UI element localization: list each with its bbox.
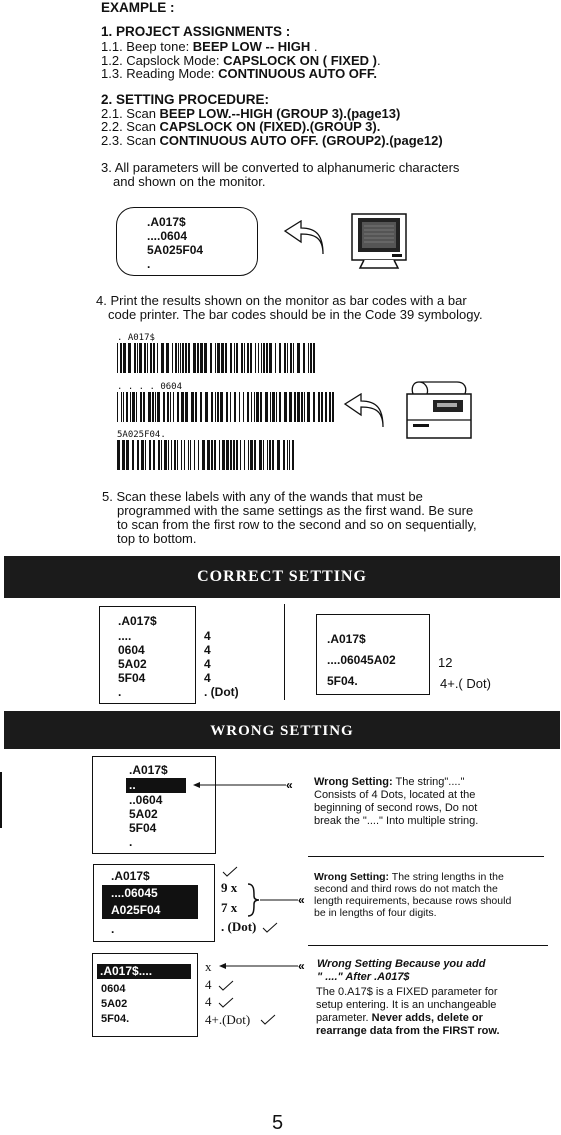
- code-line-highlighted: .A017$....: [97, 964, 191, 979]
- correct-setting-banner: CORRECT SETTING: [4, 556, 560, 598]
- check-mark-icon: [222, 866, 238, 878]
- barcode-bar: [241, 343, 243, 373]
- barcode-bar: [287, 440, 288, 470]
- code-line: .: [129, 835, 133, 849]
- svg-text:«: «: [298, 961, 305, 971]
- barcode-bar: [123, 392, 124, 422]
- barcode-bar: [143, 392, 145, 422]
- barcode-bar: [171, 440, 172, 470]
- barcode-bar: [217, 343, 220, 373]
- barcode-bar: [177, 440, 178, 470]
- barcode-bar: [225, 343, 227, 373]
- barcode-bar: [145, 440, 146, 470]
- dot-label: 4+.(Dot): [205, 1012, 251, 1027]
- barcode-bar: [230, 440, 232, 470]
- barcode-bar: [182, 343, 184, 373]
- barcode-bar: [250, 343, 252, 373]
- barcode-bar: [157, 392, 160, 422]
- barcode-bar: [236, 343, 238, 373]
- barcode-bar: [243, 392, 244, 422]
- code-line-highlighted: ....06045: [111, 886, 158, 900]
- barcode-bar: [204, 343, 207, 373]
- correct-right-box: [316, 614, 430, 695]
- check-mark-icon: [260, 1014, 276, 1026]
- barcode-bar: [310, 343, 312, 373]
- barcode-bar: [200, 392, 202, 422]
- margin-mark: [0, 772, 2, 828]
- code-line: 5F04.: [327, 674, 358, 688]
- barcode-bar: [211, 440, 213, 470]
- barcode-bar: [240, 440, 241, 470]
- barcode-bar: [313, 392, 315, 422]
- dot-label: 4+.( Dot): [440, 676, 491, 691]
- section1-item: 1.1. Beep tone: BEEP LOW -- HIGH .: [101, 39, 318, 54]
- barcode-bar: [258, 343, 259, 373]
- wrong-case1-explanation: Wrong Setting: The string"...." Consists of 4 Dots, located at the beginning of second rows, Do not break the "...." Into multiple string.: [314, 776, 479, 827]
- barcode-bar: [150, 343, 152, 373]
- code-line: .: [111, 922, 115, 936]
- barcode-bar: [132, 392, 135, 422]
- barcode-bar: [178, 343, 179, 373]
- monitor-line: .A017$: [147, 215, 186, 229]
- barcode-bar: [134, 343, 136, 373]
- monitor-line: .: [147, 257, 151, 271]
- barcode-bar: [128, 343, 131, 373]
- barcode-bar: [194, 440, 195, 470]
- wrong-case3-explanation: The 0.A17$ is a FIXED parameter for setup entering. It is an unchangeable parameter. Never adds, delete or rearrange data from the FIRST row.: [316, 986, 500, 1037]
- barcode-bar: [265, 392, 268, 422]
- barcode-bar: [170, 392, 171, 422]
- barcode-bar: [190, 440, 191, 470]
- barcode-bar: [195, 392, 197, 422]
- barcode-bar: [303, 343, 305, 373]
- barcode-bar: [255, 343, 256, 373]
- barcode-bar: [121, 392, 122, 422]
- barcode-bar: [175, 343, 177, 373]
- barcode-bar: [289, 440, 290, 470]
- curved-arrow-icon: [343, 393, 385, 429]
- code-line: ....: [118, 629, 132, 643]
- code-line: .A017$: [327, 632, 366, 646]
- barcode-bar: [210, 343, 212, 373]
- code-line: .A017$: [111, 869, 150, 883]
- code-line: 5A02: [129, 807, 158, 821]
- barcode-bar: [318, 392, 320, 422]
- code-line: 5A02: [118, 657, 147, 671]
- code-line: .A017$: [118, 614, 157, 628]
- barcode-bar: [215, 392, 216, 422]
- barcode-bar: [283, 440, 285, 470]
- barcode-bar: [188, 343, 190, 373]
- barcode-bar: [147, 343, 148, 373]
- monitor-icon: [350, 212, 408, 272]
- length-count: 4: [204, 657, 211, 671]
- svg-text:«: «: [286, 780, 293, 790]
- step5-text: top to bottom.: [117, 531, 197, 546]
- barcode-3: [117, 440, 295, 470]
- barcode-bar: [132, 440, 134, 470]
- check-mark-icon: [262, 922, 278, 934]
- check-mark-icon: [218, 980, 234, 992]
- barcode-bar: [270, 392, 271, 422]
- barcode-2: [117, 392, 337, 422]
- step4-text: 4. Print the results shown on the monitor as bar codes with a bar: [96, 293, 467, 308]
- barcode-bar: [155, 392, 156, 422]
- barcode-label: 5A025F04.: [117, 430, 166, 440]
- monitor-line: 5A025F04: [147, 243, 204, 257]
- barcode-bar: [244, 440, 245, 470]
- barcode-bar: [259, 440, 262, 470]
- barcode-bar: [184, 440, 185, 470]
- code-line: ....06045A02: [327, 653, 396, 667]
- code-line: ..0604: [129, 793, 163, 807]
- wrong-case3-heading: Wrong Setting Because you add " ...." After .A017$: [317, 958, 486, 983]
- section2-heading: 2. SETTING PROCEDURE:: [101, 92, 270, 107]
- code-line: 5A02: [101, 998, 128, 1010]
- wrong-case2-box: [93, 864, 215, 942]
- barcode-bar: [292, 440, 294, 470]
- barcode-bar: [239, 392, 240, 422]
- barcode-bar: [290, 343, 292, 373]
- length-count: 4: [204, 671, 211, 685]
- barcode-bar: [163, 392, 165, 422]
- wrong-case3-box: [92, 953, 198, 1037]
- barcode-bar: [297, 343, 300, 373]
- barcode-bar: [321, 392, 323, 422]
- barcode-bar: [269, 440, 271, 470]
- barcode-bar: [181, 440, 182, 470]
- svg-text:«: «: [298, 893, 305, 907]
- section1-item: 1.2. Capslock Mode: CAPSLOCK ON ( FIXED ).: [101, 53, 381, 68]
- length-count: 12: [438, 655, 453, 670]
- barcode-bar: [144, 343, 146, 373]
- barcode-bar: [247, 343, 249, 373]
- barcode-bar: [198, 440, 199, 470]
- barcode-bar: [137, 440, 139, 470]
- barcode-bar: [188, 440, 189, 470]
- step4-text: code printer. The bar codes should be in the Code 39 symbology.: [108, 307, 483, 322]
- barcode-bar: [221, 343, 224, 373]
- barcode-bar: [117, 392, 118, 422]
- barcode-bar: [140, 392, 142, 422]
- barcode-bar: [276, 392, 277, 422]
- barcode-bar: [172, 343, 173, 373]
- barcode-bar: [234, 392, 236, 422]
- section2-item: 2.2. Scan CAPSLOCK ON (FIXED).(GROUP 3).: [101, 119, 381, 134]
- barcode-bar: [220, 392, 223, 422]
- code-line: 5F04: [129, 821, 157, 835]
- barcode-bar: [141, 440, 144, 470]
- step3-text: and shown on the monitor.: [113, 174, 266, 189]
- barcode-bar: [185, 392, 188, 422]
- barcode-bar: [214, 440, 216, 470]
- code-line: 0604: [118, 643, 145, 657]
- barcode-bar: [193, 343, 196, 373]
- barcode-bar: [130, 392, 131, 422]
- wrong-setting-banner: WRONG SETTING: [4, 711, 560, 749]
- barcode-bar: [261, 343, 262, 373]
- code-line-highlighted: A025F04: [111, 903, 161, 917]
- divider: [308, 856, 544, 857]
- wrong-case2-explanation: Wrong Setting: The string lengths in the second and third rows do not match the length requirements, because rows should be in lengths of four digits.: [314, 871, 512, 919]
- code-line: 0604: [101, 983, 126, 995]
- barcode-bar: [126, 440, 129, 470]
- length-count: 4: [204, 629, 211, 643]
- divider: [308, 945, 548, 946]
- barcode-bar: [313, 343, 315, 373]
- barcode-1: [117, 343, 317, 373]
- barcode-bar: [158, 440, 160, 470]
- barcode-bar: [289, 392, 292, 422]
- barcode-bar: [168, 440, 169, 470]
- barcode-bar: [251, 392, 252, 422]
- barcode-bar: [297, 392, 300, 422]
- barcode-bar: [247, 392, 249, 422]
- length-count: 4: [204, 643, 211, 657]
- barcode-bar: [222, 440, 225, 470]
- barcode-bar: [325, 392, 327, 422]
- step5-text: 5. Scan these labels with any of the wands that must be: [102, 489, 423, 504]
- barcode-bar: [181, 392, 184, 422]
- barcode-bar: [153, 343, 155, 373]
- barcode-bar: [263, 343, 265, 373]
- curved-arrow-icon: [283, 220, 325, 256]
- section1-heading: 1. PROJECT ASSIGNMENTS :: [101, 24, 291, 39]
- barcode-bar: [157, 343, 158, 373]
- barcode-bar: [152, 392, 154, 422]
- barcode-bar: [120, 343, 122, 373]
- step3-text: 3. All parameters will be converted to alphanumeric characters: [101, 160, 460, 175]
- barcode-bar: [275, 343, 276, 373]
- monitor-output-bubble: [116, 207, 258, 276]
- barcode-bar: [266, 343, 268, 373]
- barcode-bar: [236, 440, 238, 470]
- barcode-bar: [117, 343, 118, 373]
- barcode-bar: [126, 392, 128, 422]
- brace-arrow-icon: [246, 882, 312, 918]
- barcode-bar: [139, 343, 142, 373]
- barcode-bar: [161, 343, 164, 373]
- barcode-bar: [217, 392, 219, 422]
- length-count: 7 x: [221, 900, 238, 915]
- barcode-bar: [294, 392, 296, 422]
- barcode-bar: [191, 392, 194, 422]
- barcode-bar: [254, 440, 256, 470]
- barcode-bar: [272, 440, 274, 470]
- barcode-bar: [304, 392, 305, 422]
- barcode-bar: [205, 392, 208, 422]
- barcode-bar: [117, 440, 120, 470]
- wrong-case1-box: [92, 756, 216, 854]
- code-line: .: [118, 685, 122, 699]
- length-count: 4: [205, 977, 212, 992]
- barcode-bar: [226, 392, 228, 422]
- barcode-bar: [166, 343, 169, 373]
- barcode-bar: [301, 392, 303, 422]
- barcode-bar: [277, 440, 280, 470]
- barcode-bar: [219, 440, 220, 470]
- pointer-arrow-icon: [218, 961, 312, 971]
- barcode-bar: [263, 440, 264, 470]
- barcode-bar: [272, 392, 275, 422]
- printer-icon: [403, 378, 473, 442]
- barcode-bar: [234, 343, 235, 373]
- dot-label: . (Dot): [204, 685, 239, 699]
- barcode-bar: [254, 392, 255, 422]
- barcode-bar: [293, 343, 294, 373]
- barcode-bar: [136, 392, 137, 422]
- barcode-bar: [180, 343, 181, 373]
- barcode-bar: [207, 440, 210, 470]
- barcode-bar: [244, 343, 245, 373]
- pointer-arrow-icon: [192, 780, 300, 790]
- barcode-bar: [149, 440, 151, 470]
- barcode-bar: [284, 343, 286, 373]
- barcode-bar: [173, 392, 174, 422]
- barcode-bar: [308, 343, 309, 373]
- barcode-bar: [329, 392, 331, 422]
- barcode-bar: [230, 343, 232, 373]
- barcode-bar: [137, 343, 138, 373]
- barcode-bar: [279, 392, 281, 422]
- barcode-bar: [164, 440, 167, 470]
- page-number: 5: [272, 1112, 284, 1134]
- barcode-bar: [284, 392, 287, 422]
- divider: [284, 604, 285, 700]
- step5-text: to scan from the first row to the second and so on sequentially,: [117, 517, 477, 532]
- check-mark-icon: [218, 997, 234, 1009]
- section2-item: 2.1. Scan BEEP LOW.--HIGH (GROUP 3).(page13): [101, 106, 401, 121]
- step5-text: programmed with the same settings as the first wand. Be sure: [117, 503, 474, 518]
- barcode-bar: [123, 343, 126, 373]
- length-count: x: [205, 959, 212, 974]
- barcode-bar: [167, 392, 169, 422]
- barcode-bar: [211, 392, 213, 422]
- barcode-bar: [185, 343, 187, 373]
- barcode-bar: [230, 392, 231, 422]
- correct-left-box: [99, 606, 196, 704]
- barcode-bar: [174, 440, 176, 470]
- section2-item: 2.3. Scan CONTINUOUS AUTO OFF. (GROUP2).(page12): [101, 133, 443, 148]
- barcode-bar: [200, 343, 203, 373]
- length-count: 4: [205, 994, 212, 1009]
- barcode-bar: [197, 343, 199, 373]
- monitor-line: ....0604: [147, 229, 188, 243]
- code-line: 5F04.: [101, 1013, 130, 1025]
- barcode-bar: [260, 392, 262, 422]
- barcode-bar: [153, 440, 155, 470]
- barcode-bar: [287, 343, 288, 373]
- barcode-bar: [279, 343, 281, 373]
- barcode-bar: [248, 440, 249, 470]
- code-line-highlighted: ..: [126, 778, 186, 793]
- barcode-label: . A017$: [117, 333, 155, 343]
- example-title: EXAMPLE :: [101, 0, 175, 15]
- barcode-bar: [269, 343, 272, 373]
- barcode-bar: [332, 392, 334, 422]
- barcode-bar: [233, 440, 235, 470]
- barcode-bar: [161, 440, 162, 470]
- barcode-bar: [307, 392, 310, 422]
- section1-item: 1.3. Reading Mode: CONTINUOUS AUTO OFF.: [101, 66, 377, 81]
- length-count: 9 x: [221, 880, 238, 895]
- barcode-bar: [177, 392, 179, 422]
- code-line: .A017$: [129, 763, 168, 777]
- barcode-bar: [202, 440, 205, 470]
- barcode-label: . . . . 0604: [117, 382, 183, 392]
- barcode-bar: [256, 392, 259, 422]
- dot-label: . (Dot): [221, 919, 257, 934]
- code-line: 5F04: [118, 671, 146, 685]
- barcode-bar: [215, 343, 216, 373]
- barcode-bar: [267, 440, 268, 470]
- barcode-bar: [122, 440, 125, 470]
- barcode-bar: [148, 392, 151, 422]
- barcode-bar: [250, 440, 253, 470]
- barcode-bar: [226, 440, 229, 470]
